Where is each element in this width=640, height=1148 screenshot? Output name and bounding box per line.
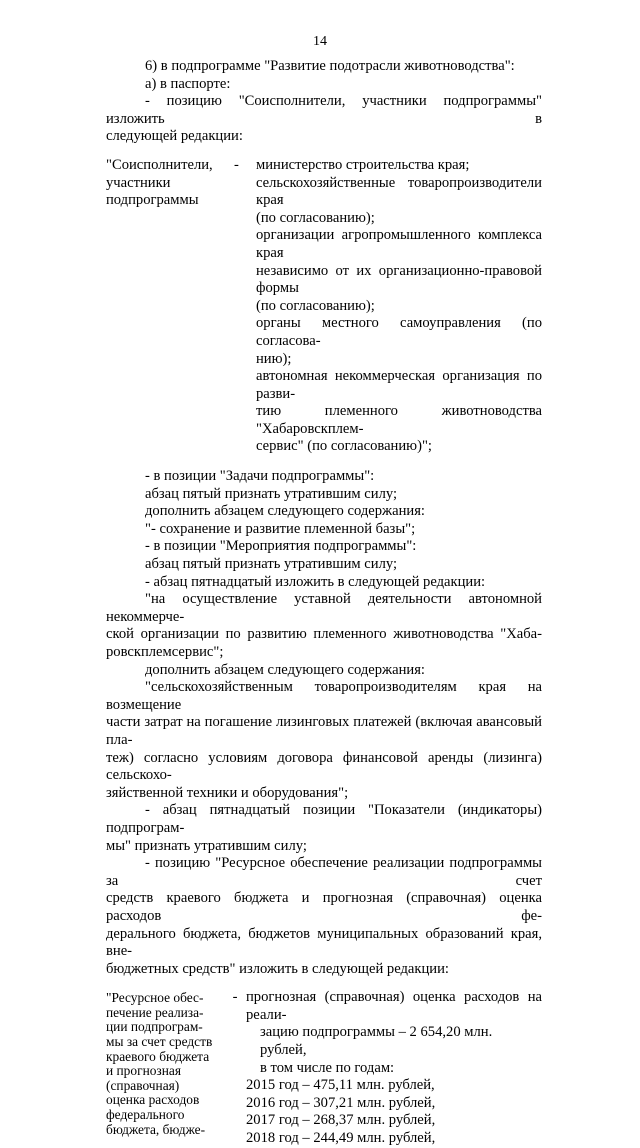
year-line: 2018 год – 244,49 млн. рублей, bbox=[246, 1130, 436, 1147]
paragraph: - в позиции "Мероприятия подпрограммы": bbox=[145, 538, 417, 555]
table-dash: - bbox=[232, 989, 238, 1006]
quote-line: "сельскохозяйственным товаропроизводителям края на возмещение bbox=[106, 679, 542, 713]
table-left-column: "Ресурсное обес- печение реализа- ции подпрограм- мы за счет средств краевого бюджета и прогнозная (справочная) оценка расходов федерального бюджета, бюдже- bbox=[106, 990, 213, 1137]
years-subheader: в том числе по годам: bbox=[260, 1059, 395, 1076]
year-line: 2015 год – 475,11 млн. рублей, bbox=[246, 1077, 435, 1094]
paragraph: абзац пятый признать утратившим силу; bbox=[145, 485, 398, 502]
paragraph: дополнить абзацем следующего содержания: bbox=[145, 661, 425, 678]
instruction-line: дерального бюджета, бюджетов муниципальных образований края, вне- bbox=[106, 925, 542, 960]
year-line: 2016 год – 307,21 млн. рублей, bbox=[246, 1094, 436, 1111]
instruction-line: - абзац пятнадцатый позиции "Показатели (индикаторы) подпрограм- bbox=[106, 802, 542, 836]
paragraph: абзац пятый признать утратившим силу; bbox=[145, 556, 398, 573]
table-dash: - bbox=[234, 156, 239, 173]
co-executors-table bbox=[106, 157, 542, 456]
table-right-column: министерство строительства края; сельскохозяйственные товаропроизводители края (по согласованию); организации агропромышленного комплекса края независимо от их организационно-правовой формы (по согласованию); органы местного самоуправления (по согласова- нию); автономная некоммерческая организация по разви- тию племенного животноводства "Хабаровскплем- сервис" (по согласованию)"; bbox=[256, 156, 542, 455]
quote-line: ской организации по развитию племенного животноводства "Хаба- bbox=[106, 626, 542, 643]
table-right-column: прогнозная (справочная) оценка расходов на реали- зацию подпрограммы – 2 654,20 млн. рублей, в том числе по годам: 2015 год – 475,11 млн. рублей, 2016 год – 307,21 млн. рублей, 2017 год – 268,37 млн. рублей, 2018 год – 244,49 млн. рублей, bbox=[246, 989, 542, 1147]
section-heading: 6) в подпрограмме "Развитие подотрасли животноводства": bbox=[145, 58, 515, 74]
table-left-column: "Соисполнители, участники подпрограммы bbox=[106, 156, 213, 209]
instruction-line: средств краевого бюджета и прогнозная (справочная) оценка расходов фе- bbox=[106, 890, 542, 924]
instruction-line: - позицию "Ресурсное обеспечение реализации подпрограммы за счет bbox=[106, 855, 542, 889]
document-body bbox=[106, 58, 542, 1148]
resource-table bbox=[106, 989, 542, 1147]
paragraph: - абзац пятнадцатый изложить в следующей редакции: bbox=[145, 573, 486, 590]
instruction-line: следующей редакции: bbox=[106, 128, 243, 145]
instruction-line: - позицию "Соисполнители, участники подпрограммы" изложить в bbox=[106, 93, 542, 127]
quote-line: части затрат на погашение лизинговых платежей (включая авансовый пла- bbox=[106, 714, 542, 748]
paragraph: - в позиции "Задачи подпрограммы": bbox=[145, 468, 375, 485]
subsection-heading: а) в паспорте: bbox=[145, 75, 231, 92]
instruction-line: бюджетных средств" изложить в следующей редакции: bbox=[106, 960, 449, 977]
quote-line: теж) согласно условиям договора финансовой аренды (лизинга) сельскохо- bbox=[106, 749, 542, 784]
quote-line: "на осуществление уставной деятельности автономной некоммерче- bbox=[106, 591, 542, 625]
page-number: 14 bbox=[313, 34, 327, 49]
paragraph: "- сохранение и развитие племенной базы"; bbox=[145, 520, 416, 537]
quote-line: ровскплемсервис"; bbox=[106, 644, 224, 660]
year-line: 2017 год – 268,37 млн. рублей, bbox=[246, 1112, 436, 1129]
quote-line: зяйственной техники и оборудования"; bbox=[106, 784, 349, 801]
paragraph: дополнить абзацем следующего содержания: bbox=[145, 503, 425, 520]
instruction-line: мы" признать утратившим силу; bbox=[106, 837, 307, 854]
